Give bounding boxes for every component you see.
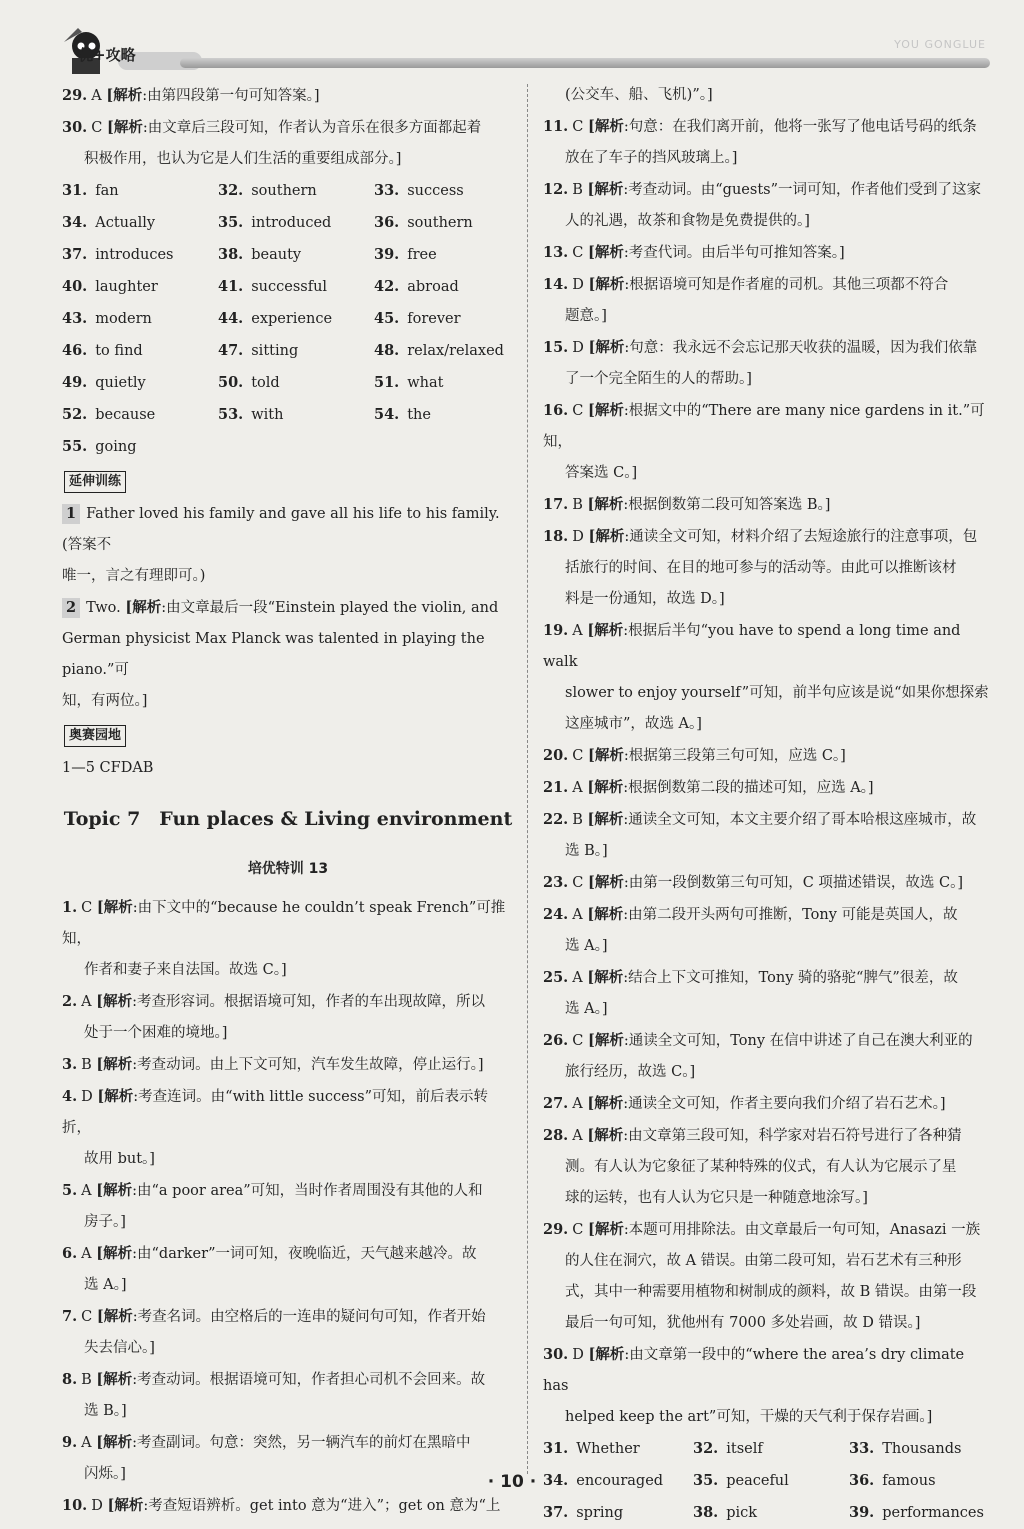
answer-item: 18. D [解析:通读全文可知，材料介绍了去短途旅行的注意事项，包 括旅行的时间、在目的地可参与的活动等。由此可以推断该材 料是一份通知，故选 D。]	[543, 528, 978, 607]
section-extension: 延伸训练	[64, 471, 126, 493]
right-column	[543, 80, 991, 1529]
grid-answer: 33. Thousands	[849, 1440, 962, 1457]
grid-answer: 54. the	[374, 406, 431, 423]
topic-title: Topic 7 Fun places & Living environment	[63, 808, 513, 830]
answer-item: 28. A [解析:由文章第三段可知，科学家对岩石符号进行了各种猜 测。有人认为它象征了某种特殊的仪式，有人认为它展示了星 球的运转，也有人认为它只是一种随意地涂写。]	[543, 1127, 962, 1206]
grid-answer: 40. laughter	[62, 278, 158, 295]
answer-item: 21. A [解析:根据倒数第二段的描述可知，应选 A。]	[543, 779, 874, 796]
grid-answer: 52. because	[62, 406, 156, 423]
answer-item: 3. B [解析:考查动词。由上下文可知，汽车发生故障，停止运行。]	[62, 1056, 484, 1073]
page-number: · 10 ·	[487, 1472, 537, 1492]
grid-answer: 42. abroad	[374, 278, 459, 295]
grid-answer: 35. introduced	[218, 214, 332, 231]
grid-answer: 34. Actually	[62, 214, 156, 231]
carry-over-line: (公交车、船、飞机)”。]	[565, 87, 713, 103]
answer-item: 5. A [解析:由“a poor area”可知，当时作者周围没有其他的人和 房子。]	[62, 1182, 483, 1230]
answer-item: 24. A [解析:由第二段开头两句可推断，Tony 可能是英国人，故 选 A。]	[543, 906, 958, 954]
grid-answer: 33. success	[374, 182, 464, 199]
answer-item: 25. A [解析:结合上下文可推知，Tony 骑的骆驼“脾气”很差，故 选 A。]	[543, 969, 958, 1017]
grid-answer: 34. encouraged	[543, 1472, 664, 1489]
answer-item: 20. C [解析:根据第三段第三句可知，应选 C。]	[543, 747, 846, 764]
grid-answer: 49. quietly	[62, 374, 146, 391]
grid-answer: 53. with	[218, 406, 284, 423]
grid-answer: 32. southern	[218, 182, 317, 199]
grid-answer: 46. to find	[62, 342, 143, 359]
answer-item: 16. C [解析:根据文中的“There are many nice gardens in it.”可知， 答案选 C。]	[543, 402, 985, 481]
answer-item: 30. D [解析:由文章第一段中的“where the area’s dry climate has helped keep the art”可知，干燥的天气利于保存岩画。]	[543, 1346, 965, 1425]
answer-item: 29. A [解析:由第四段第一句可知答案。]	[62, 87, 320, 104]
grid-answer: 35. peaceful	[693, 1472, 789, 1489]
grid-answer: 51. what	[374, 374, 444, 391]
answer-item: 9. A [解析:考查副词。句意：突然，另一辆汽车的前灯在黑暗中 闪烁。]	[62, 1434, 471, 1482]
page-header	[0, 0, 1024, 80]
grid-answer: 36. southern	[374, 214, 473, 231]
section-olympiad: 奥赛园地	[64, 725, 126, 747]
grid-answer: 50. told	[218, 374, 280, 391]
grid-answer: 32. itself	[693, 1440, 763, 1457]
grid-answer: 47. sitting	[218, 342, 299, 359]
answer-item: 27. A [解析:通读全文可知，作者主要向我们介绍了岩石艺术。]	[543, 1095, 946, 1112]
answer-item: 14. D [解析:根据语境可知是作者雇的司机。其他三项都不符合 题意。]	[543, 276, 949, 324]
answer-item: 17. B [解析:根据倒数第二段可知答案选 B。]	[543, 496, 831, 513]
grid-answer: 37. spring	[543, 1504, 624, 1521]
subtitle: 培优特训 13	[247, 861, 329, 877]
grid-answer: 43. modern	[62, 310, 152, 327]
answer-item: 8. B [解析:考查动词。根据语境可知，作者担心司机不会回来。故 选 B。]	[62, 1371, 486, 1419]
grid-answer: 41. successful	[218, 278, 328, 295]
answer-item: 11. C [解析:句意：在我们离开前，他将一张写了他电话号码的纸条 放在了车子的挡风玻璃上。]	[543, 118, 977, 166]
brand-latin: YOU GONGLUE	[894, 38, 986, 51]
grid-answer: 44. experience	[218, 310, 333, 327]
answer-item: 23. C [解析:由第一段倒数第三句可知，C 项描述错误，故选 C。]	[543, 874, 964, 891]
answer-item: 6. A [解析:由“darker”一词可知，夜晚临近，天气越来越冷。故 选 A。]	[62, 1245, 477, 1293]
answer-item: 7. C [解析:考查名词。由空格后的一连串的疑问句可知，作者开始 失去信心。]	[62, 1308, 486, 1356]
grid-answer: 31. Whether	[543, 1440, 640, 1457]
answer-item: 19. A [解析:根据后半句“you have to spend a long time and walk slower to enjoy yourself”可知，前半句应该是说“如果你想探索 这座城市”，故选 A。]	[543, 622, 989, 732]
answer-item: 22. B [解析:通读全文可知，本文主要介绍了哥本哈根这座城市，故 选 B。]	[543, 811, 977, 859]
grid-answer: 37. introduces	[62, 246, 174, 263]
answer-item: 15. D [解析:句意：我永远不会忘记那天收获的温暖，因为我们依靠 了一个完全陌生的人的帮助。]	[543, 339, 978, 387]
extension-item-1: 1 Father loved his family and gave all his life to his family. (答案不 唯一，言之有理即可。)	[62, 505, 500, 584]
grid-answer: 48. relax/relaxed	[374, 342, 504, 359]
answer-item: 13. C [解析:考查代词。由后半句可推知答案。]	[543, 244, 845, 261]
answer-item: 4. D [解析:考查连词。由“with little success”可知，前后表示转折， 故用 but。]	[62, 1088, 489, 1167]
answer-grid	[62, 175, 514, 463]
grid-answer: 39. free	[374, 246, 437, 263]
olympiad-answers: 1—5 CFDAB	[62, 760, 154, 776]
left-column	[62, 80, 514, 1522]
grid-answer: 31. fan	[62, 182, 119, 199]
grid-answer: 45. forever	[374, 310, 461, 327]
grid-answer: 36. famous	[849, 1472, 936, 1489]
answer-item: 1. C [解析:由下文中的“because he couldn’t speak French”可推知， 作者和妻子来自法国。故选 C。]	[62, 899, 506, 978]
answer-item: 10. D [解析:考查短语辨析。get into 意为“进入”；get on 意为“上	[62, 1497, 501, 1514]
grid-answer: 39. performances	[849, 1504, 984, 1521]
answer-item: 29. C [解析:本题可用排除法。由文章最后一句可知，Anasazi 一族 的人住在洞穴，故 A 错误。由第二段可知，岩石艺术有三种形 式，其中一种需要用植物和树制成的颜料，故 B 错误。由第一段 最后一句可知，犹他州有 7000 多处岩画，故 D 错误。]	[543, 1221, 981, 1331]
header-bar	[180, 58, 990, 68]
extension-item-2: 2 Two. [解析:由文章最后一段“Einstein played the violin, and German physicist Max Planck was talented in playing the piano.”可 知，有两位。]	[62, 599, 499, 709]
answer-item: 12. B [解析:考查动词。由“guests”一词可知，作者他们受到了这家 人的礼遇，故茶和食物是免费提供的。]	[543, 181, 981, 229]
answer-item: 30. C [解析:由文章后三段可知，作者认为音乐在很多方面都起着 积极作用，也认为它是人们生活的重要组成部分。]	[62, 119, 482, 167]
answer-item: 26. C [解析:通读全文可知，Tony 在信中讲述了自己在澳大利亚的 旅行经历，故选 C。]	[543, 1032, 973, 1080]
brand-text: 优+攻略	[78, 46, 136, 64]
grid-answer: 55. going	[62, 438, 137, 455]
grid-answer: 38. beauty	[218, 246, 302, 263]
grid-answer: 38. pick	[693, 1504, 758, 1521]
answer-item: 2. A [解析:考查形容词。根据语境可知，作者的车出现故障，所以 处于一个困难的境地。]	[62, 993, 485, 1041]
column-divider	[527, 84, 528, 1474]
